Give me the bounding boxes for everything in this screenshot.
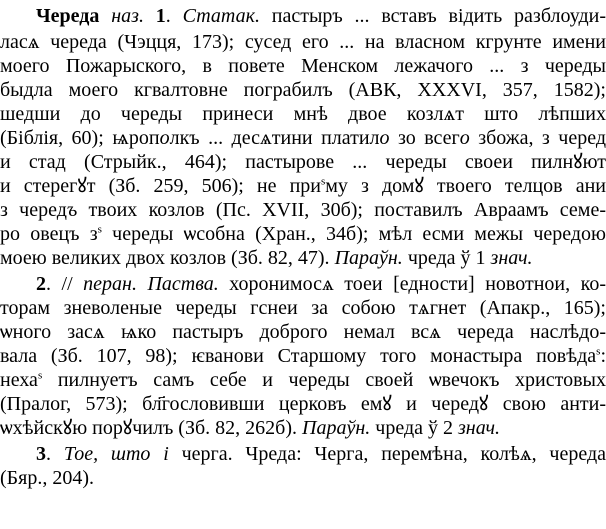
- entry-italic-text: о: [379, 127, 390, 149]
- entry-line: [0, 78, 606, 102]
- entry-text: ро овецъ з: [0, 223, 98, 245]
- entry-superscript: s: [97, 223, 102, 236]
- entry-text: (Біблія, 60); ѩроп: [0, 127, 160, 149]
- entry-text: хоронимосѧ тоеи [едности] новотнои, ко-: [218, 273, 606, 295]
- entry-line: [0, 4, 606, 28]
- entry-line: [0, 344, 606, 368]
- entry-italic-text: Параўн.: [302, 417, 371, 439]
- entry-text: . //: [46, 273, 84, 295]
- entry-text: и стерегꙋт (Зб. 259, 506); не при: [0, 175, 321, 197]
- entry-text: чреда ў 2: [370, 417, 458, 439]
- entry-text: моего Пожарыского, в повете Менском лежачого ... з череды: [0, 55, 606, 77]
- entry-line: [0, 320, 606, 344]
- entry-text: торам зневоленые череды гснеи за собою тѧгнет (Апакр., 165);: [0, 297, 606, 319]
- entry-italic-text: Статак.: [182, 5, 260, 27]
- entry-text: з черед: [0, 199, 67, 221]
- entry-line: [0, 466, 606, 490]
- entry-text: череды ѡсобна (Хран., 34б); мѣл есми межы чередою: [101, 223, 606, 245]
- entry-bold-text: 2: [36, 273, 46, 295]
- entry-text: (Пралог, 573); бл҃гословивши церковъ емꙋ и чередꙋ свою анти-: [0, 393, 606, 415]
- entry-text: шедши до череды принеси мнѣ двое козлѧт што лѣпших: [0, 103, 606, 125]
- entry-italic-text: перан. Паства.: [83, 273, 219, 295]
- entry-text: моею великих двох козлов (Зб. 82, 47).: [0, 247, 335, 269]
- entry-text: [144, 5, 156, 27]
- entry-italic-text: ъ: [66, 199, 78, 221]
- entry-line: [0, 442, 606, 466]
- entry-line: [0, 150, 606, 174]
- entry-superscript: s: [596, 345, 601, 358]
- entry-italic-text: о: [159, 127, 170, 149]
- entry-text: ѡхѣйскꙋю порꙋчилъ (Зб. 82, 262б).: [0, 417, 303, 439]
- entry-line: [0, 272, 606, 296]
- entry-text: лкъ ... десѧтини платил: [169, 127, 380, 149]
- entry-text: .: [46, 443, 64, 465]
- entry-text: :: [600, 345, 606, 367]
- entry-italic-text: Тое, што і: [63, 443, 169, 465]
- entry-text: пилнуетъ самъ себе и череды своей ѡвечокъ христовых: [42, 369, 606, 391]
- entry-superscript: s: [320, 175, 326, 188]
- entry-text: вала (Зб. 107, 98); ѥванови Старшому того монастыра повѣда: [0, 345, 597, 367]
- entry-line: [0, 174, 606, 198]
- entry-text: черга. Чреда: Черга, перемѣна, колѣѧ, череда: [168, 443, 606, 465]
- entry-text: [99, 5, 111, 27]
- entry-line: [0, 416, 606, 440]
- entry-superscript: s: [37, 369, 43, 382]
- entry-text: ласѧ череда (Чэцця, 173); сусед его ... на власном кгрунте имени: [0, 31, 606, 53]
- entry-italic-text: Параўн.: [334, 247, 403, 269]
- entry-line: [0, 296, 606, 320]
- entry-text: (Бяр., 204).: [0, 467, 95, 489]
- entry-text: твоих козлов (Пс. XVII, 30б); поставилъ Авраамъ семе-: [77, 199, 606, 221]
- entry-line: [0, 392, 606, 416]
- entry-bold-text: 3: [36, 443, 46, 465]
- entry-line: [0, 102, 606, 126]
- entry-italic-text: знач.: [458, 417, 501, 439]
- entry-text: неха: [0, 369, 38, 391]
- entry-line: [0, 198, 606, 222]
- entry-bold-text: 1: [155, 5, 166, 27]
- entry-text: збожа, з черед: [469, 127, 606, 149]
- entry-text: быдла моего кгвалтовне пограбилъ (АВК, XXXVI, 357, 1582);: [0, 79, 606, 101]
- entry-italic-text: наз.: [111, 5, 144, 27]
- entry-line: [0, 126, 606, 150]
- entry-line: [0, 30, 606, 54]
- entry-italic-text: знач.: [490, 247, 533, 269]
- entry-text: ѡного засѧ ѩко пастыръ доброго немал всѧ череда наслѣдо-: [0, 321, 606, 343]
- entry-text: пастыръ ... вставъ відить разблоуди-: [259, 5, 606, 27]
- entry-line: [0, 368, 606, 392]
- entry-text: .: [165, 5, 183, 27]
- entry-line: [0, 246, 606, 270]
- entry-italic-text: о: [459, 127, 470, 149]
- entry-text: и стад (Стрыйк., 464); пастырове ... череды своеи пилнꙋют: [0, 151, 606, 173]
- entry-line: [0, 222, 606, 246]
- entry-bold-text: Череда: [36, 5, 100, 27]
- entry-text: му з домꙋ твоего телцов ани: [325, 175, 606, 197]
- entry-line: [0, 54, 606, 78]
- entry-text: чреда ў 1: [402, 247, 491, 269]
- entry-text: зо всег: [389, 127, 460, 149]
